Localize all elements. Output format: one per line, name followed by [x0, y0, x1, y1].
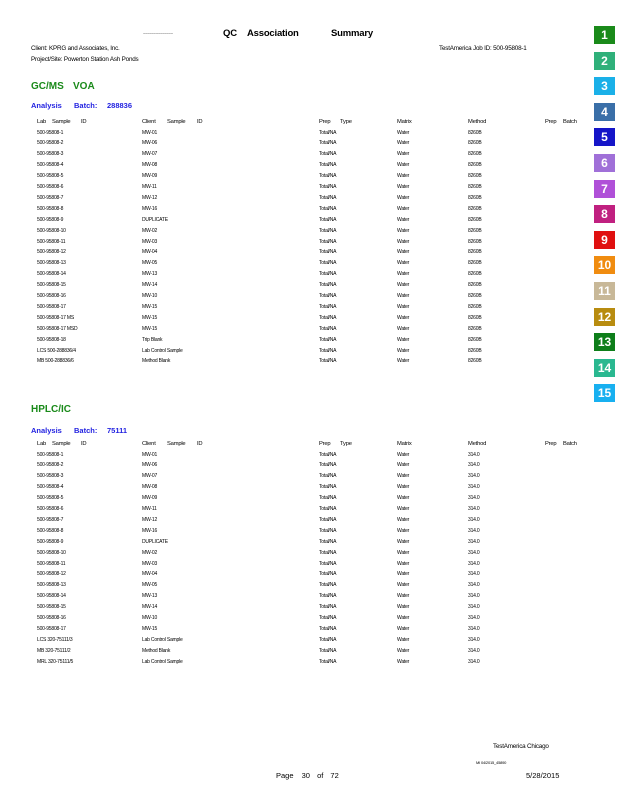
section-tabs	[594, 26, 616, 410]
client-sample-id-cell: MW-12	[142, 194, 158, 201]
method-cell: 314.0	[468, 484, 480, 491]
method-cell: 314.0	[468, 582, 480, 589]
method-cell: 314.0	[468, 593, 480, 600]
client-sample-id-cell: MW-07	[142, 151, 158, 158]
prep-type-cell: Total/NA	[319, 162, 337, 169]
client-sample-id-cell: MW-08	[142, 484, 158, 491]
matrix-cell: Water	[397, 216, 410, 223]
header-mark: ~~~~~~~~~~~~~~	[143, 31, 173, 36]
method-cell: 314.0	[468, 506, 480, 512]
client-sample-id-cell: Lab Control Sample	[142, 658, 183, 665]
lab-sample-id-cell: 500-95808-10	[37, 549, 66, 556]
prep-type-cell: Total/NA	[319, 571, 337, 578]
client-sample-id-cell: MW-08	[142, 162, 158, 169]
prep-type-cell: Total/NA	[319, 582, 337, 589]
method-cell: 314.0	[468, 549, 480, 556]
section-tab-13[interactable]: 13	[594, 333, 615, 351]
matrix-cell: Water	[397, 571, 410, 578]
matrix-cell: Water	[397, 549, 410, 556]
prep-type-cell: Total/NA	[319, 282, 337, 289]
table-row	[0, 659, 590, 671]
prep-type-cell: Total/NA	[319, 303, 337, 310]
section-tab-2[interactable]: 2	[594, 52, 615, 70]
method-cell: 314.0	[468, 604, 480, 611]
method-cell: 8260B	[468, 293, 482, 299]
prep-type-cell: Total/NA	[319, 560, 337, 567]
lab-sample-id-cell: 500-95808-3	[37, 473, 64, 480]
client-sample-id-cell: MW-04	[142, 249, 158, 256]
lab-sample-id-cell: MB 500-288836/6	[37, 358, 74, 365]
section-tab-9[interactable]: 9	[594, 231, 615, 249]
prep-type-cell: Total/NA	[319, 538, 337, 545]
col-prep: Prep	[319, 119, 331, 125]
client-sample-id-cell: MW-12	[142, 516, 158, 523]
matrix-cell: Water	[397, 560, 410, 567]
lab-sample-id-cell: 500-95808-11	[37, 238, 66, 245]
client-sample-id-cell: MW-03	[142, 238, 158, 245]
section-tab-15[interactable]: 15	[594, 384, 615, 402]
prep-type-cell: Total/NA	[319, 129, 337, 136]
matrix-cell: Water	[397, 538, 410, 545]
page-number-line	[276, 771, 339, 780]
matrix-cell: Water	[397, 184, 410, 190]
prep-type-cell: Total/NA	[319, 658, 337, 665]
section-tab-5[interactable]: 5	[594, 128, 615, 146]
prep-type-cell: Total/NA	[319, 347, 337, 354]
prep-type-cell: Total/NA	[319, 593, 337, 600]
method-cell: 8260B	[468, 314, 482, 321]
client-sample-id-cell: MW-16	[142, 205, 158, 212]
method-cell: 8260B	[468, 303, 482, 310]
lab-sample-id-cell: 500-95808-14	[37, 271, 66, 278]
client-sample-id-cell: Lab Control Sample	[142, 636, 183, 643]
section-tab-3[interactable]: 3	[594, 77, 615, 95]
section-tab-8[interactable]: 8	[594, 205, 615, 223]
section-tab-12[interactable]: 12	[594, 308, 615, 326]
matrix-cell: Water	[397, 647, 410, 654]
method-cell: 314.0	[468, 615, 480, 621]
col-client-sample: Sample	[167, 441, 186, 447]
lab-sample-id-cell: 500-95808-13	[37, 582, 66, 589]
method-cell: 314.0	[468, 560, 480, 567]
prep-type-cell: Total/NA	[319, 227, 337, 234]
prep-type-cell: Total/NA	[319, 238, 337, 245]
section2-batch-label: Batch:	[74, 426, 98, 435]
prep-type-cell: Total/NA	[319, 325, 337, 332]
col-sample: Sample	[52, 119, 71, 125]
method-cell: 8260B	[468, 205, 482, 212]
prep-type-cell: Total/NA	[319, 615, 337, 621]
matrix-cell: Water	[397, 527, 410, 534]
prep-type-cell: Total/NA	[319, 271, 337, 278]
prep-type-cell: Total/NA	[319, 358, 337, 365]
prep-type-cell: Total/NA	[319, 336, 337, 343]
matrix-cell: Water	[397, 293, 410, 299]
method-cell: 8260B	[468, 129, 482, 136]
lab-sample-id-cell: 500-95808-18	[37, 336, 66, 343]
matrix-cell: Water	[397, 495, 410, 502]
method-cell: 314.0	[468, 658, 480, 665]
client-sample-id-cell: MW-06	[142, 462, 158, 469]
col-prep: Prep	[319, 441, 331, 447]
lab-sample-id-cell: 500-95808-1	[37, 129, 64, 136]
lab-sample-id-cell: 500-95808-12	[37, 571, 66, 578]
matrix-cell: Water	[397, 625, 410, 632]
matrix-cell: Water	[397, 473, 410, 480]
client-sample-id-cell: Method Blank	[142, 647, 171, 654]
client-sample-id-cell: MW-14	[142, 604, 158, 611]
method-cell: 8260B	[468, 173, 482, 180]
lab-sample-id-cell: 500-95808-17 MS	[37, 314, 75, 321]
method-cell: 314.0	[468, 647, 480, 654]
table-row	[0, 358, 590, 370]
prep-type-cell: Total/NA	[319, 636, 337, 643]
footer-company: TestAmerica Chicago	[493, 743, 549, 750]
section1-group: GC/MS	[31, 81, 64, 92]
client-sample-id-cell: Method Blank	[142, 358, 171, 365]
prep-type-cell: Total/NA	[319, 151, 337, 158]
lab-sample-id-cell: 500-95808-5	[37, 173, 64, 180]
col-lab: Lab	[37, 441, 47, 447]
client-sample-id-cell: MW-02	[142, 549, 158, 556]
matrix-cell: Water	[397, 593, 410, 600]
lab-sample-id-cell: 500-95808-8	[37, 205, 64, 212]
method-cell: 314.0	[468, 462, 480, 469]
matrix-cell: Water	[397, 347, 410, 354]
prep-type-cell: Total/NA	[319, 527, 337, 534]
section2-batch: 75111	[107, 426, 128, 435]
method-cell: 8260B	[468, 358, 482, 365]
client-sample-id-cell: MW-03	[142, 560, 158, 567]
client-line: Client: KPRG and Associates, Inc.	[31, 45, 120, 52]
method-cell: 314.0	[468, 538, 480, 545]
section-tab-4[interactable]: 4	[594, 103, 615, 121]
lab-sample-id-cell: 500-95808-8	[37, 527, 64, 534]
lab-sample-id-cell: 500-95808-17	[37, 303, 66, 310]
matrix-cell: Water	[397, 358, 410, 365]
matrix-cell: Water	[397, 604, 410, 611]
lab-sample-id-cell: LCS 500-288836/4	[37, 347, 76, 354]
method-cell: 8260B	[468, 151, 482, 158]
matrix-cell: Water	[397, 325, 410, 332]
client-sample-id-cell: MW-05	[142, 582, 158, 589]
col-client-id: ID	[197, 441, 203, 447]
method-cell: 8260B	[468, 347, 482, 354]
client-sample-id-cell: MW-16	[142, 527, 158, 534]
prep-type-cell: Total/NA	[319, 516, 337, 523]
section2-group: HPLC/IC	[31, 404, 71, 415]
lab-sample-id-cell: 500-95808-7	[37, 516, 64, 523]
matrix-cell: Water	[397, 658, 410, 665]
matrix-cell: Water	[397, 516, 410, 523]
client-sample-id-cell: MW-15	[142, 314, 158, 321]
client-sample-id-cell: Trip Blank	[142, 336, 163, 343]
col-lab: Lab	[37, 119, 47, 125]
client-sample-id-cell: MW-07	[142, 473, 158, 480]
client-sample-id-cell: DUPLICATE	[142, 216, 168, 223]
title-qc: QC	[223, 28, 237, 39]
page-current: 30	[301, 771, 310, 780]
col-prep-batch: Batch	[563, 441, 577, 447]
lab-sample-id-cell: 500-95808-13	[37, 260, 66, 267]
col-method: Method	[468, 441, 487, 447]
section-tab-6[interactable]: 6	[594, 154, 615, 172]
matrix-cell: Water	[397, 162, 410, 169]
matrix-cell: Water	[397, 129, 410, 136]
client-sample-id-cell: MW-09	[142, 173, 158, 180]
lab-sample-id-cell: 500-95808-17 MSD	[37, 325, 78, 332]
method-cell: 314.0	[468, 495, 480, 502]
matrix-cell: Water	[397, 238, 410, 245]
section1-batch: 288836	[107, 101, 133, 110]
lab-sample-id-cell: 500-95808-16	[37, 615, 66, 621]
col-matrix: Matrix	[397, 119, 412, 125]
col-type: Type	[340, 119, 352, 125]
col-prep-batch: Batch	[563, 119, 577, 125]
matrix-cell: Water	[397, 140, 410, 147]
project-line: Project/Site: Powerton Station Ash Ponds	[31, 56, 139, 63]
prep-type-cell: Total/NA	[319, 495, 337, 502]
lab-sample-id-cell: MB 320-75111/2	[37, 647, 71, 654]
lab-sample-id-cell: 500-95808-6	[37, 184, 64, 190]
method-cell: 8260B	[468, 194, 482, 201]
section1-analysis: Analysis	[31, 101, 62, 110]
matrix-cell: Water	[397, 151, 410, 158]
title-association: Association	[247, 28, 299, 39]
section1-subgroup: VOA	[73, 81, 95, 92]
client-sample-id-cell: MW-14	[142, 282, 158, 289]
matrix-cell: Water	[397, 462, 410, 469]
lab-sample-id-cell: 500-95808-9	[37, 216, 64, 223]
col-prep-batch-prep: Prep	[545, 441, 557, 447]
client-sample-id-cell: MW-10	[142, 615, 158, 621]
prep-type-cell: Total/NA	[319, 484, 337, 491]
section-tab-14[interactable]: 14	[594, 359, 615, 377]
client-sample-id-cell: DUPLICATE	[142, 538, 168, 545]
matrix-cell: Water	[397, 271, 410, 278]
method-cell: 8260B	[468, 260, 482, 267]
col-method: Method	[468, 119, 487, 125]
method-cell: 314.0	[468, 473, 480, 480]
section2-analysis: Analysis	[31, 426, 62, 435]
col-id: ID	[81, 119, 87, 125]
lab-sample-id-cell: 500-95808-6	[37, 506, 64, 512]
col-sample: Sample	[52, 441, 71, 447]
col-id: ID	[81, 441, 87, 447]
lab-sample-id-cell: 500-95808-2	[37, 462, 64, 469]
prep-type-cell: Total/NA	[319, 260, 337, 267]
method-cell: 8260B	[468, 140, 482, 147]
client-sample-id-cell: Lab Control Sample	[142, 347, 183, 354]
lab-sample-id-cell: 500-95808-1	[37, 451, 64, 458]
section-tab-1[interactable]: 1	[594, 26, 615, 44]
job-id: TestAmerica Job ID: 500-95808-1	[439, 45, 527, 52]
method-cell: 314.0	[468, 527, 480, 534]
lab-sample-id-cell: 500-95808-3	[37, 151, 64, 158]
client-sample-id-cell: MW-01	[142, 129, 158, 136]
matrix-cell: Water	[397, 260, 410, 267]
prep-type-cell: Total/NA	[319, 506, 337, 512]
prep-type-cell: Total/NA	[319, 647, 337, 654]
client-sample-id-cell: MW-06	[142, 140, 158, 147]
matrix-cell: Water	[397, 303, 410, 310]
client-sample-id-cell: MW-09	[142, 495, 158, 502]
col-client: Client	[142, 119, 156, 125]
method-cell: 314.0	[468, 516, 480, 523]
lab-sample-id-cell: 500-95808-11	[37, 560, 66, 567]
footer-code: MI 04/2015_45890	[476, 760, 507, 765]
method-cell: 8260B	[468, 282, 482, 289]
col-prep-batch-prep: Prep	[545, 119, 557, 125]
method-cell: 314.0	[468, 636, 480, 643]
matrix-cell: Water	[397, 636, 410, 643]
client-sample-id-cell: MW-01	[142, 451, 158, 458]
method-cell: 8260B	[468, 271, 482, 278]
prep-type-cell: Total/NA	[319, 314, 337, 321]
method-cell: 314.0	[468, 625, 480, 632]
prep-type-cell: Total/NA	[319, 625, 337, 632]
lab-sample-id-cell: 500-95808-17	[37, 625, 66, 632]
report-date: 5/28/2015	[526, 771, 560, 780]
matrix-cell: Water	[397, 194, 410, 201]
matrix-cell: Water	[397, 205, 410, 212]
lab-sample-id-cell: MRL 320-75111/5	[37, 658, 74, 665]
section-tab-11[interactable]: 11	[594, 282, 615, 300]
matrix-cell: Water	[397, 282, 410, 289]
method-cell: 314.0	[468, 571, 480, 578]
matrix-cell: Water	[397, 484, 410, 491]
client-sample-id-cell: MW-13	[142, 271, 158, 278]
section-tab-7[interactable]: 7	[594, 180, 615, 198]
lab-sample-id-cell: 500-95808-12	[37, 249, 66, 256]
lab-sample-id-cell: 500-95808-2	[37, 140, 64, 147]
matrix-cell: Water	[397, 615, 410, 621]
section-tab-10[interactable]: 10	[594, 256, 615, 274]
lab-sample-id-cell: 500-95808-10	[37, 227, 66, 234]
lab-sample-id-cell: 500-95808-9	[37, 538, 64, 545]
lab-sample-id-cell: 500-95808-15	[37, 604, 66, 611]
col-matrix: Matrix	[397, 441, 412, 447]
client-sample-id-cell: MW-11	[142, 506, 157, 512]
client-sample-id-cell: MW-13	[142, 593, 158, 600]
method-cell: 314.0	[468, 451, 480, 458]
client-sample-id-cell: MW-15	[142, 303, 158, 310]
client-sample-id-cell: MW-15	[142, 625, 158, 632]
matrix-cell: Water	[397, 314, 410, 321]
matrix-cell: Water	[397, 336, 410, 343]
prep-type-cell: Total/NA	[319, 293, 337, 299]
page-of: of	[317, 771, 324, 780]
prep-type-cell: Total/NA	[319, 604, 337, 611]
lab-sample-id-cell: 500-95808-16	[37, 293, 66, 299]
method-cell: 8260B	[468, 336, 482, 343]
prep-type-cell: Total/NA	[319, 549, 337, 556]
prep-type-cell: Total/NA	[319, 184, 337, 190]
lab-sample-id-cell: 500-95808-15	[37, 282, 66, 289]
lab-sample-id-cell: 500-95808-5	[37, 495, 64, 502]
prep-type-cell: Total/NA	[319, 140, 337, 147]
method-cell: 8260B	[468, 325, 482, 332]
matrix-cell: Water	[397, 173, 410, 180]
col-client: Client	[142, 441, 156, 447]
method-cell: 8260B	[468, 238, 482, 245]
prep-type-cell: Total/NA	[319, 451, 337, 458]
page-label: Page	[276, 771, 294, 780]
method-cell: 8260B	[468, 249, 482, 256]
client-sample-id-cell: MW-02	[142, 227, 158, 234]
method-cell: 8260B	[468, 162, 482, 169]
prep-type-cell: Total/NA	[319, 249, 337, 256]
col-client-id: ID	[197, 119, 203, 125]
lab-sample-id-cell: LCS 320-75111/3	[37, 636, 73, 643]
matrix-cell: Water	[397, 249, 410, 256]
section1-batch-label: Batch:	[74, 101, 98, 110]
title-summary: Summary	[331, 28, 373, 39]
prep-type-cell: Total/NA	[319, 194, 337, 201]
matrix-cell: Water	[397, 582, 410, 589]
method-cell: 8260B	[468, 184, 482, 190]
lab-sample-id-cell: 500-95808-14	[37, 593, 66, 600]
client-sample-id-cell: MW-04	[142, 571, 158, 578]
prep-type-cell: Total/NA	[319, 173, 337, 180]
prep-type-cell: Total/NA	[319, 473, 337, 480]
matrix-cell: Water	[397, 451, 410, 458]
lab-sample-id-cell: 500-95808-4	[37, 162, 64, 169]
client-sample-id-cell: MW-11	[142, 184, 157, 190]
client-sample-id-cell: MW-10	[142, 293, 158, 299]
page-total: 72	[330, 771, 339, 780]
prep-type-cell: Total/NA	[319, 462, 337, 469]
method-cell: 8260B	[468, 227, 482, 234]
col-type: Type	[340, 441, 352, 447]
matrix-cell: Water	[397, 506, 410, 512]
prep-type-cell: Total/NA	[319, 216, 337, 223]
col-client-sample: Sample	[167, 119, 186, 125]
client-sample-id-cell: MW-15	[142, 325, 158, 332]
lab-sample-id-cell: 500-95808-4	[37, 484, 64, 491]
prep-type-cell: Total/NA	[319, 205, 337, 212]
matrix-cell: Water	[397, 227, 410, 234]
client-sample-id-cell: MW-05	[142, 260, 158, 267]
method-cell: 8260B	[468, 216, 482, 223]
lab-sample-id-cell: 500-95808-7	[37, 194, 64, 201]
